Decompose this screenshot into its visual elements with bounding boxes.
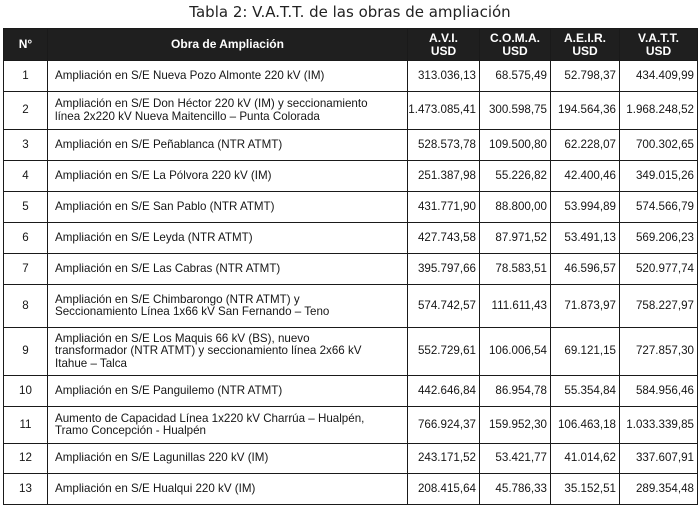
obra-line: Ampliación en S/E Hualqui 220 kV (IM) bbox=[55, 481, 256, 495]
obra-line: transformador (NTR ATMT) y seccionamiento línea 2x66 kV bbox=[55, 344, 362, 358]
header-avi-line1: A.V.I. bbox=[429, 30, 458, 45]
cell-vatt: 700.302,65 bbox=[620, 130, 698, 161]
header-aeir-line2: USD bbox=[572, 43, 598, 58]
obra-line: Ampliación en S/E Nueva Pozo Almonte 220 kV (IM) bbox=[55, 68, 325, 82]
cell-num: 3 bbox=[4, 130, 48, 161]
cell-num: 10 bbox=[4, 376, 48, 407]
header-avi bbox=[408, 29, 480, 61]
cell-obra bbox=[48, 192, 408, 223]
cell-num: 13 bbox=[4, 474, 48, 505]
header-coma-line2: USD bbox=[502, 43, 528, 58]
table-row bbox=[4, 376, 698, 407]
cell-obra bbox=[48, 444, 408, 474]
cell-avi: 766.924,37 bbox=[408, 407, 480, 444]
cell-obra bbox=[48, 474, 408, 505]
table-row bbox=[4, 254, 698, 285]
header-vatt-line2: USD bbox=[645, 43, 672, 58]
obra-line: Ampliación en S/E Chimbarongo (NTR ATMT) y bbox=[55, 292, 300, 306]
table-row bbox=[4, 407, 698, 444]
table-row bbox=[4, 161, 698, 192]
obra-line: Ampliación en S/E Don Héctor 220 kV (IM) y seccionamiento bbox=[55, 97, 368, 110]
cell-num: 12 bbox=[4, 444, 48, 474]
header-coma bbox=[480, 29, 551, 61]
cell-aeir: 71.873,97 bbox=[551, 285, 620, 328]
cell-aeir: 52.798,37 bbox=[551, 61, 620, 92]
cell-num: 4 bbox=[4, 161, 48, 192]
obra-line: Ampliación en S/E Los Maquis 66 kV (BS), nuevo bbox=[55, 331, 310, 345]
cell-avi: 552.729,61 bbox=[408, 328, 480, 376]
header-aeir-line1: A.E.I.R. bbox=[563, 30, 606, 45]
cell-num: 7 bbox=[4, 254, 48, 285]
table-row bbox=[4, 130, 698, 161]
table-row bbox=[4, 474, 698, 505]
cell-vatt: 289.354,48 bbox=[620, 474, 698, 505]
cell-coma: 159.952,30 bbox=[480, 407, 551, 444]
cell-num: 2 bbox=[4, 92, 48, 130]
cell-obra bbox=[48, 407, 408, 444]
obra-line: Aumento de Capacidad Línea 1x220 kV Charrúa – Hualpén, bbox=[55, 411, 365, 425]
header-aeir bbox=[551, 29, 620, 61]
cell-obra bbox=[48, 376, 408, 407]
cell-num: 8 bbox=[4, 285, 48, 328]
cell-aeir: 106.463,18 bbox=[551, 407, 620, 444]
cell-avi: 313.036,13 bbox=[408, 61, 480, 92]
table-row bbox=[4, 192, 698, 223]
cell-avi: 251.387,98 bbox=[408, 161, 480, 192]
obra-line: Ampliación en S/E La Pólvora 220 kV (IM) bbox=[55, 168, 272, 182]
cell-avi: 574.742,57 bbox=[408, 285, 480, 328]
table-row bbox=[4, 92, 698, 130]
table-row bbox=[4, 285, 698, 328]
cell-coma: 78.583,51 bbox=[480, 254, 551, 285]
cell-coma: 68.575,49 bbox=[480, 61, 551, 92]
cell-aeir: 53.994,89 bbox=[551, 192, 620, 223]
table-body bbox=[4, 61, 698, 505]
cell-num: 5 bbox=[4, 192, 48, 223]
header-num: N° bbox=[4, 29, 48, 61]
cell-avi: 395.797,66 bbox=[408, 254, 480, 285]
cell-aeir: 69.121,15 bbox=[551, 328, 620, 376]
vatt-table bbox=[3, 28, 698, 505]
cell-obra bbox=[48, 92, 408, 130]
cell-coma: 55.226,82 bbox=[480, 161, 551, 192]
cell-coma: 53.421,77 bbox=[480, 444, 551, 474]
cell-aeir: 46.596,57 bbox=[551, 254, 620, 285]
cell-aeir: 62.228,07 bbox=[551, 130, 620, 161]
cell-vatt: 1.033.339,85 bbox=[620, 407, 698, 444]
cell-obra bbox=[48, 223, 408, 254]
cell-aeir: 41.014,62 bbox=[551, 444, 620, 474]
obra-line: Seccionamiento Línea 1x66 kV San Fernando – Teno bbox=[55, 305, 330, 318]
cell-obra bbox=[48, 161, 408, 192]
obra-line: Itahue – Talca bbox=[55, 356, 127, 370]
cell-coma: 45.786,33 bbox=[480, 474, 551, 505]
cell-num: 9 bbox=[4, 328, 48, 376]
obra-line: Ampliación en S/E San Pablo (NTR ATMT) bbox=[55, 199, 275, 213]
cell-avi: 442.646,84 bbox=[408, 376, 480, 407]
header-obra: Obra de Ampliación bbox=[48, 29, 408, 61]
cell-aeir: 35.152,51 bbox=[551, 474, 620, 505]
table-row bbox=[4, 444, 698, 474]
cell-vatt: 520.977,74 bbox=[620, 254, 698, 285]
cell-aeir: 194.564,36 bbox=[551, 92, 620, 130]
cell-obra bbox=[48, 130, 408, 161]
header-coma-line1: C.O.M.A. bbox=[490, 30, 540, 45]
cell-num: 1 bbox=[4, 61, 48, 92]
table-row bbox=[4, 223, 698, 254]
cell-coma: 87.971,52 bbox=[480, 223, 551, 254]
table-caption: Tabla 2: V.A.T.T. de las obras de ampliación bbox=[189, 3, 511, 21]
cell-vatt: 569.206,23 bbox=[620, 223, 698, 254]
cell-avi: 243.171,52 bbox=[408, 444, 480, 474]
cell-coma: 300.598,75 bbox=[480, 92, 551, 130]
cell-coma: 106.006,54 bbox=[480, 328, 551, 376]
obra-line: Ampliación en S/E Panguilemo (NTR ATMT) bbox=[55, 383, 283, 397]
obra-line: Ampliación en S/E Leyda (NTR ATMT) bbox=[55, 230, 253, 244]
cell-vatt: 758.227,97 bbox=[620, 285, 698, 328]
cell-avi: 431.771,90 bbox=[408, 192, 480, 223]
cell-num: 11 bbox=[4, 407, 48, 444]
cell-aeir: 53.491,13 bbox=[551, 223, 620, 254]
table-row bbox=[4, 61, 698, 92]
table-row bbox=[4, 328, 698, 376]
cell-obra bbox=[48, 328, 408, 376]
cell-coma: 109.500,80 bbox=[480, 130, 551, 161]
table-header-row bbox=[4, 29, 698, 61]
cell-obra bbox=[48, 254, 408, 285]
obra-line: Ampliación en S/E Peñablanca (NTR ATMT) bbox=[55, 137, 283, 151]
cell-vatt: 727.857,30 bbox=[620, 328, 698, 376]
cell-num: 6 bbox=[4, 223, 48, 254]
cell-avi: 1.473.085,41 bbox=[408, 92, 480, 130]
cell-vatt: 574.566,79 bbox=[620, 192, 698, 223]
cell-coma: 88.800,00 bbox=[480, 192, 551, 223]
obra-line: Ampliación en S/E Lagunillas 220 kV (IM) bbox=[55, 451, 269, 465]
cell-aeir: 55.354,84 bbox=[551, 376, 620, 407]
cell-vatt: 584.956,46 bbox=[620, 376, 698, 407]
cell-vatt: 337.607,91 bbox=[620, 444, 698, 474]
cell-coma: 86.954,78 bbox=[480, 376, 551, 407]
header-vatt bbox=[620, 29, 698, 61]
cell-avi: 528.573,78 bbox=[408, 130, 480, 161]
header-vatt-line1: V.A.T.T. bbox=[638, 30, 679, 45]
obra-line: Tramo Concepción - Hualpén bbox=[55, 424, 207, 437]
cell-vatt: 434.409,99 bbox=[620, 61, 698, 92]
cell-avi: 427.743,58 bbox=[408, 223, 480, 254]
cell-avi: 208.415,64 bbox=[408, 474, 480, 505]
cell-vatt: 349.015,26 bbox=[620, 161, 698, 192]
cell-aeir: 42.400,46 bbox=[551, 161, 620, 192]
obra-line: línea 2x220 kV Nueva Maitencillo – Punta Colorada bbox=[55, 109, 320, 123]
cell-obra bbox=[48, 285, 408, 328]
obra-line: Ampliación en S/E Las Cabras (NTR ATMT) bbox=[55, 261, 281, 275]
cell-obra bbox=[48, 61, 408, 92]
header-avi-line2: USD bbox=[430, 43, 457, 58]
cell-vatt: 1.968.248,52 bbox=[620, 92, 698, 130]
cell-coma: 111.611,43 bbox=[480, 285, 551, 328]
